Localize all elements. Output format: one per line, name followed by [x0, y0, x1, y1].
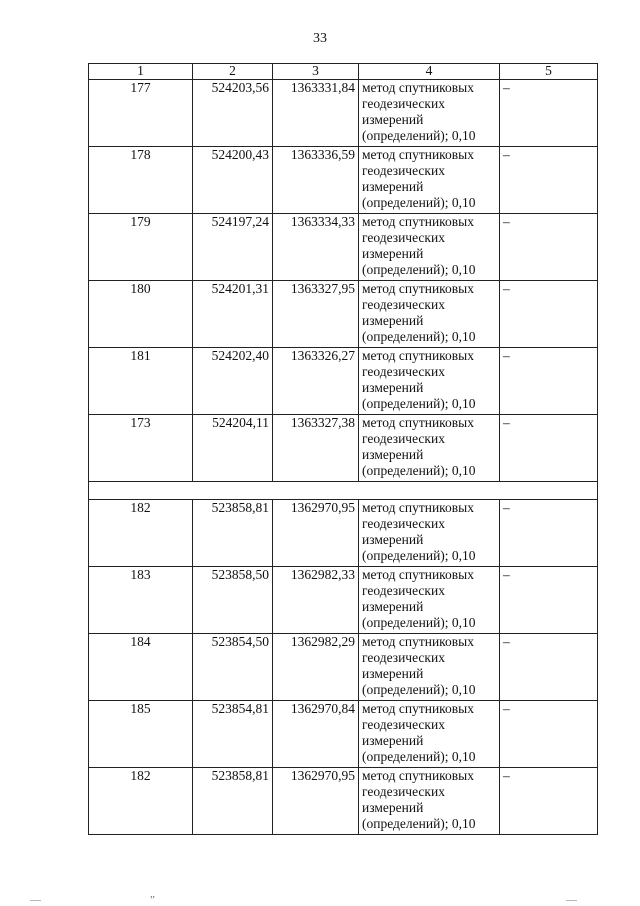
- coordinate-x-cell: 523854,50: [193, 634, 273, 701]
- method-line: метод спутниковых: [362, 147, 474, 162]
- method-line: геодезических: [362, 364, 445, 379]
- note-cell: [500, 768, 598, 835]
- coordinate-y-cell: 1363334,33: [273, 214, 359, 281]
- coordinate-x-cell: 523858,81: [193, 768, 273, 835]
- method-cell: [359, 500, 500, 567]
- note-cell: [500, 214, 598, 281]
- note-cell: [500, 567, 598, 634]
- method-line: (определений); 0,10: [362, 329, 476, 344]
- coordinate-x-cell: 523854,81: [193, 701, 273, 768]
- coordinate-y-cell: 1363326,27: [273, 348, 359, 415]
- coordinate-x-cell: 523858,81: [193, 500, 273, 567]
- point-number-cell: 178: [89, 147, 193, 214]
- coordinate-x-cell: 524200,43: [193, 147, 273, 214]
- point-number-cell: 182: [89, 500, 193, 567]
- method-cell: [359, 80, 500, 147]
- note-dash: –: [503, 634, 510, 649]
- method-cell: [359, 634, 500, 701]
- coordinate-x-cell: 523858,50: [193, 567, 273, 634]
- coordinate-y-cell: 1362982,29: [273, 634, 359, 701]
- note-dash: –: [503, 80, 510, 95]
- table-row: [89, 348, 598, 415]
- method-line: измерений: [362, 733, 424, 748]
- method-line: геодезических: [362, 163, 445, 178]
- method-line: геодезических: [362, 96, 445, 111]
- method-line: метод спутниковых: [362, 567, 474, 582]
- coordinate-x-cell: 524201,31: [193, 281, 273, 348]
- table-row: [89, 281, 598, 348]
- note-cell: [500, 415, 598, 482]
- coordinates-table-body: [89, 64, 598, 835]
- method-line: измерений: [362, 380, 424, 395]
- note-cell: [500, 281, 598, 348]
- method-cell: [359, 567, 500, 634]
- method-line: геодезических: [362, 583, 445, 598]
- note-dash: –: [503, 281, 510, 296]
- method-line: геодезических: [362, 650, 445, 665]
- table-row: [89, 701, 598, 768]
- method-line: геодезических: [362, 297, 445, 312]
- table-row: [89, 415, 598, 482]
- coordinate-x-cell: 524203,56: [193, 80, 273, 147]
- coordinate-y-cell: 1363327,95: [273, 281, 359, 348]
- method-line: измерений: [362, 599, 424, 614]
- point-number-cell: 181: [89, 348, 193, 415]
- note-cell: [500, 500, 598, 567]
- coordinate-x-cell: 524204,11: [193, 415, 273, 482]
- coordinate-y-cell: 1362982,33: [273, 567, 359, 634]
- column-header-2: 2: [193, 64, 273, 80]
- column-header-4: 4: [359, 64, 500, 80]
- coordinate-x-cell: 524202,40: [193, 348, 273, 415]
- table-row: [89, 567, 598, 634]
- method-line: метод спутниковых: [362, 80, 474, 95]
- point-number-cell: 185: [89, 701, 193, 768]
- coordinate-y-cell: 1362970,95: [273, 768, 359, 835]
- method-line: геодезических: [362, 717, 445, 732]
- point-number-cell: 177: [89, 80, 193, 147]
- group-separator-cell: [89, 482, 598, 500]
- method-line: измерений: [362, 447, 424, 462]
- method-line: измерений: [362, 532, 424, 547]
- method-line: измерений: [362, 246, 424, 261]
- table-row: [89, 634, 598, 701]
- table-row: [89, 500, 598, 567]
- method-line: метод спутниковых: [362, 634, 474, 649]
- coordinate-x-cell: 524197,24: [193, 214, 273, 281]
- note-dash: –: [503, 348, 510, 363]
- note-cell: [500, 701, 598, 768]
- method-line: метод спутниковых: [362, 701, 474, 716]
- method-cell: [359, 348, 500, 415]
- method-line: геодезических: [362, 431, 445, 446]
- point-number-cell: 183: [89, 567, 193, 634]
- scan-mark-right: —: [566, 894, 577, 906]
- point-number-cell: 184: [89, 634, 193, 701]
- note-dash: –: [503, 768, 510, 783]
- table-row: [89, 147, 598, 214]
- method-cell: [359, 768, 500, 835]
- method-line: метод спутниковых: [362, 768, 474, 783]
- method-line: (определений); 0,10: [362, 749, 476, 764]
- coordinate-y-cell: 1363327,38: [273, 415, 359, 482]
- method-line: (определений); 0,10: [362, 128, 476, 143]
- scan-mark-left: —: [30, 894, 41, 906]
- page-number: 33: [313, 31, 327, 46]
- column-header-5: 5: [500, 64, 598, 80]
- method-line: метод спутниковых: [362, 415, 474, 430]
- method-line: (определений); 0,10: [362, 548, 476, 563]
- note-cell: [500, 147, 598, 214]
- table-row: [89, 214, 598, 281]
- point-number-cell: 173: [89, 415, 193, 482]
- method-cell: [359, 147, 500, 214]
- method-line: измерений: [362, 666, 424, 681]
- method-line: (определений); 0,10: [362, 396, 476, 411]
- note-dash: –: [503, 500, 510, 515]
- coordinate-y-cell: 1363331,84: [273, 80, 359, 147]
- method-line: (определений); 0,10: [362, 463, 476, 478]
- coordinate-y-cell: 1362970,84: [273, 701, 359, 768]
- method-line: измерений: [362, 313, 424, 328]
- method-cell: [359, 214, 500, 281]
- coordinate-y-cell: 1362970,95: [273, 500, 359, 567]
- note-dash: –: [503, 214, 510, 229]
- point-number-cell: 179: [89, 214, 193, 281]
- note-dash: –: [503, 147, 510, 162]
- table-header-row: [89, 64, 598, 80]
- note-cell: [500, 634, 598, 701]
- table-row: [89, 80, 598, 147]
- method-line: геодезических: [362, 784, 445, 799]
- method-line: измерений: [362, 112, 424, 127]
- note-cell: [500, 348, 598, 415]
- method-line: измерений: [362, 179, 424, 194]
- method-line: метод спутниковых: [362, 214, 474, 229]
- method-cell: [359, 701, 500, 768]
- note-dash: –: [503, 415, 510, 430]
- coordinate-y-cell: 1363336,59: [273, 147, 359, 214]
- method-line: геодезических: [362, 230, 445, 245]
- method-line: (определений); 0,10: [362, 195, 476, 210]
- method-cell: [359, 415, 500, 482]
- method-line: метод спутниковых: [362, 500, 474, 515]
- method-line: измерений: [362, 800, 424, 815]
- coordinates-table: [88, 63, 598, 835]
- point-number-cell: 182: [89, 768, 193, 835]
- method-line: геодезических: [362, 516, 445, 531]
- point-number-cell: 180: [89, 281, 193, 348]
- table-row: [89, 768, 598, 835]
- method-cell: [359, 281, 500, 348]
- note-cell: [500, 80, 598, 147]
- group-separator-row: [89, 482, 598, 500]
- method-line: метод спутниковых: [362, 281, 474, 296]
- method-line: (определений); 0,10: [362, 816, 476, 831]
- note-dash: –: [503, 567, 510, 582]
- method-line: метод спутниковых: [362, 348, 474, 363]
- method-line: (определений); 0,10: [362, 682, 476, 697]
- note-dash: –: [503, 701, 510, 716]
- column-header-3: 3: [273, 64, 359, 80]
- method-line: (определений); 0,10: [362, 615, 476, 630]
- column-header-1: 1: [89, 64, 193, 80]
- scan-mark-middle: ˮ: [150, 894, 155, 906]
- method-line: (определений); 0,10: [362, 262, 476, 277]
